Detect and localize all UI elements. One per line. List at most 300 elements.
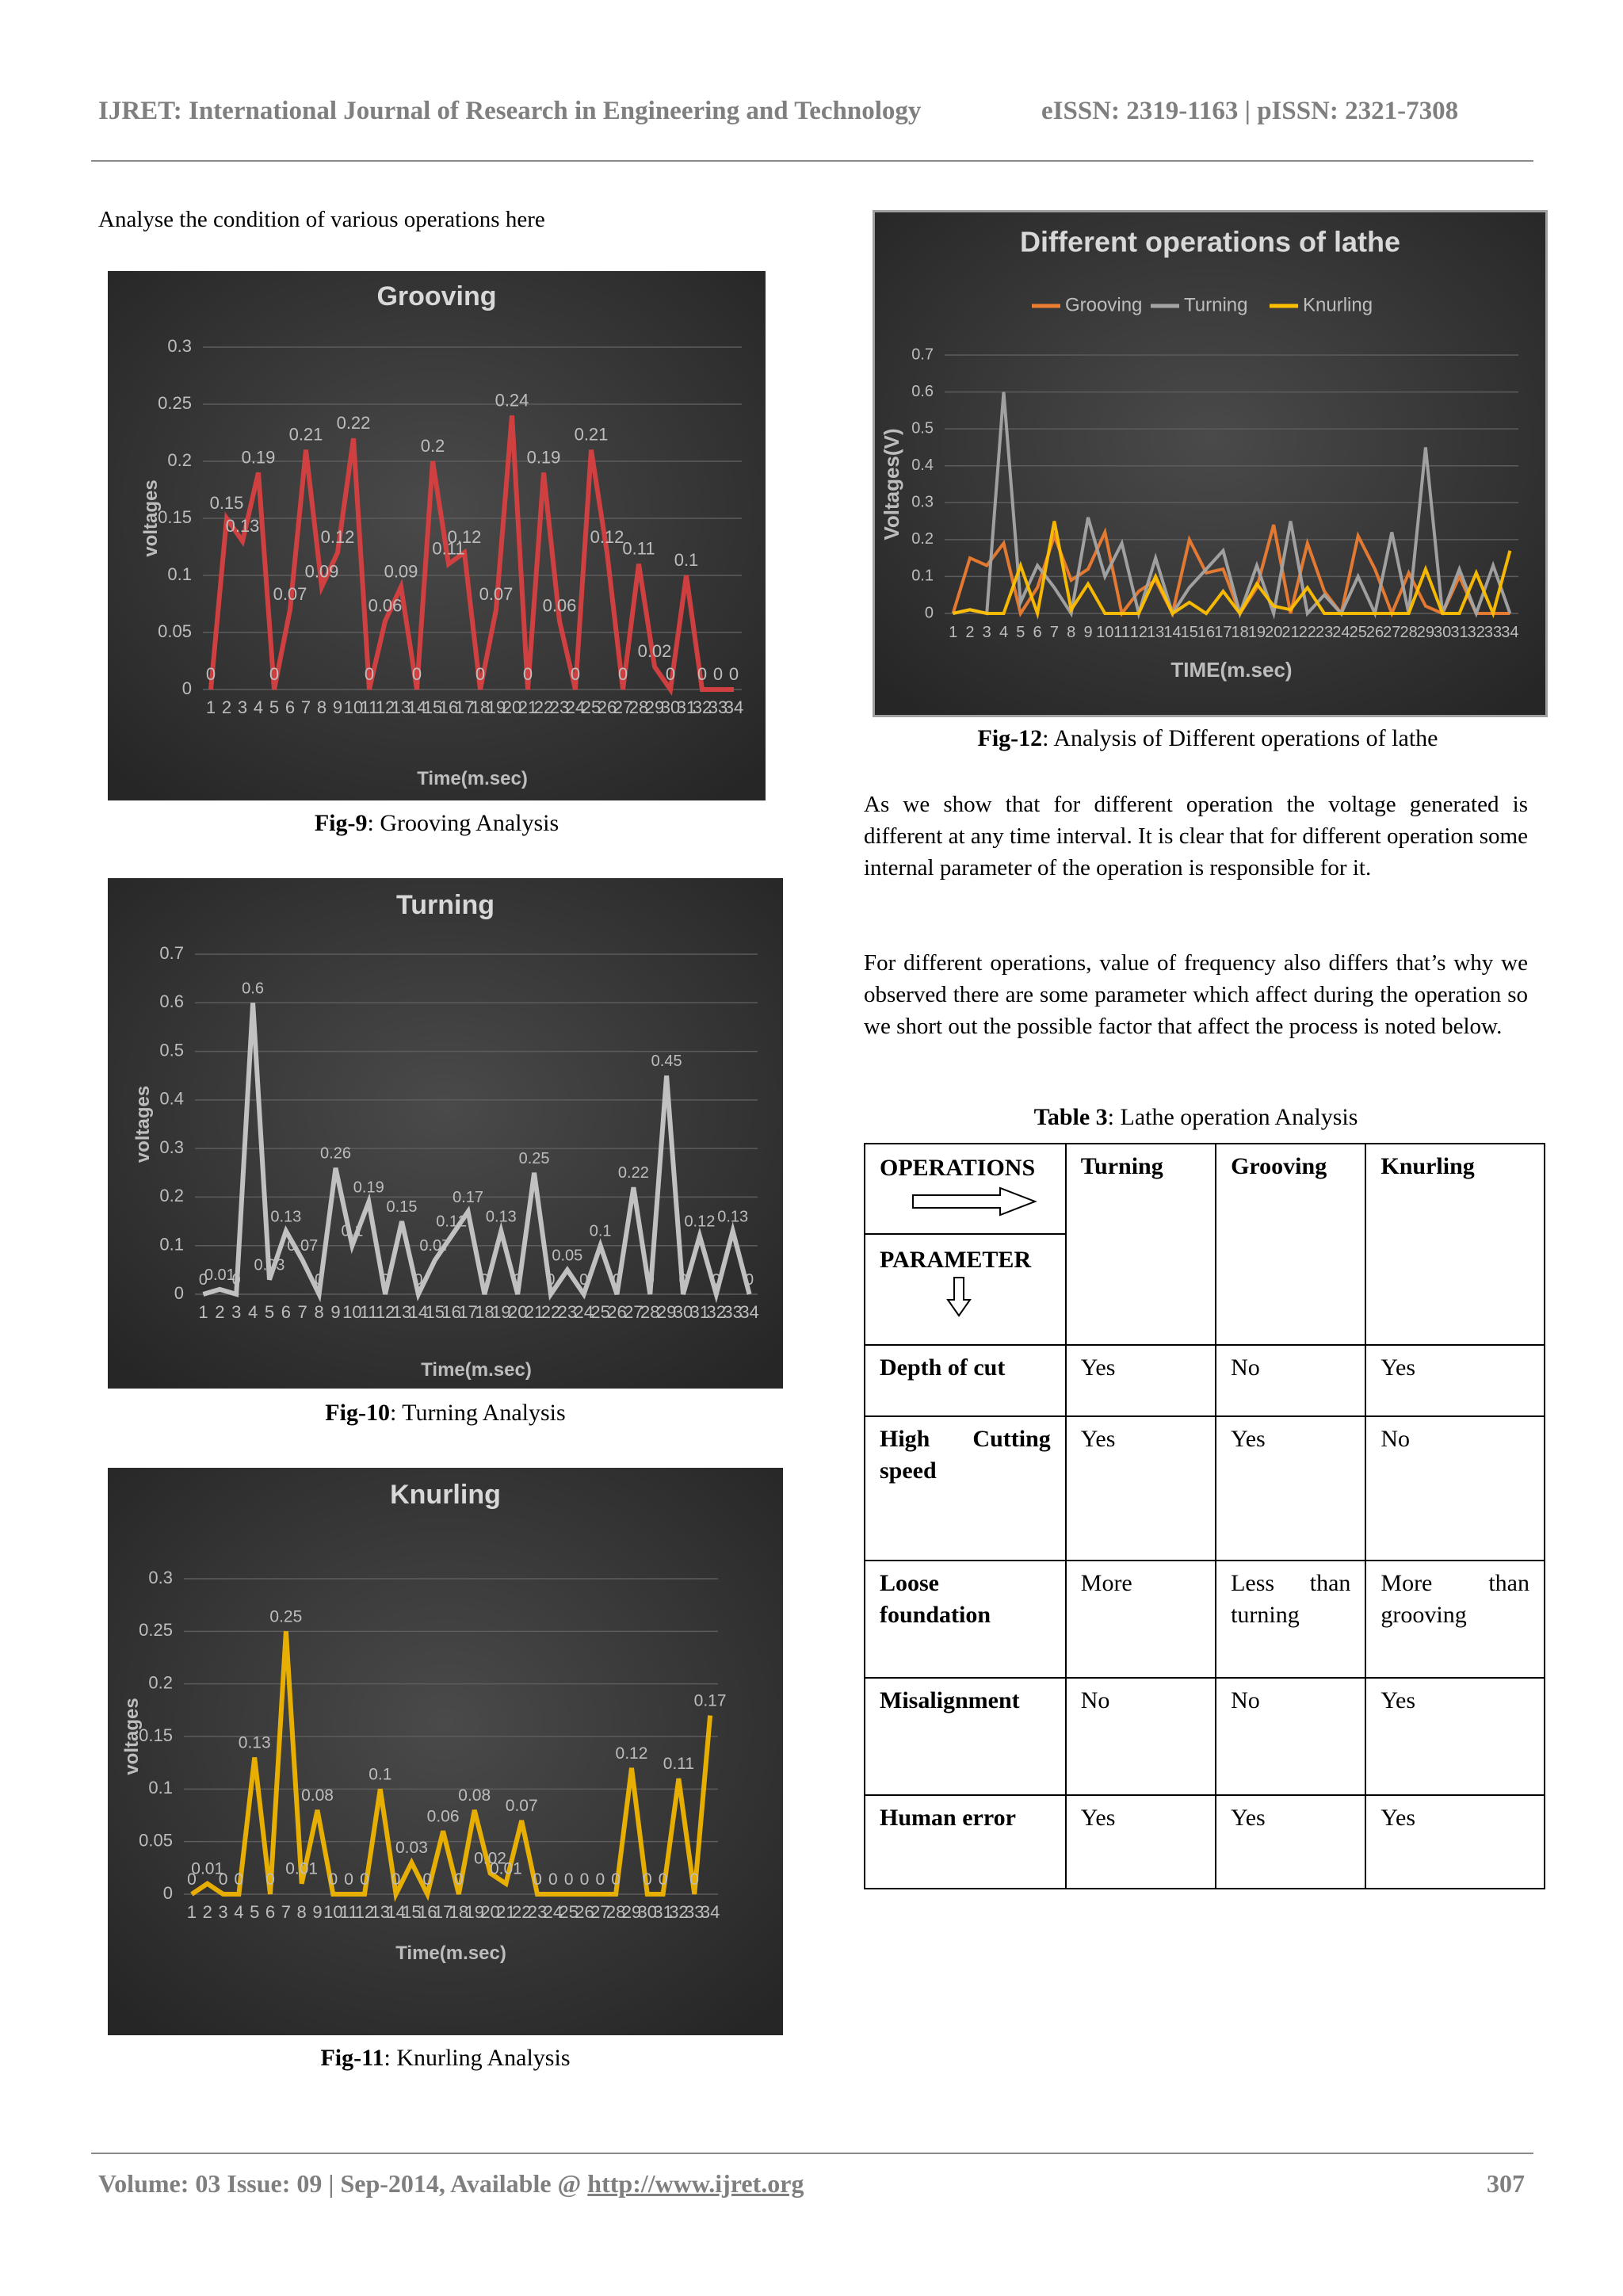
y-tick-label: 0.25 [158,392,192,413]
data-label: 0 [678,1271,688,1289]
data-label: 0.11 [663,1755,695,1774]
x-tick-label: 22 [533,697,554,717]
x-tick-label: 18 [470,697,491,717]
table-cell: No [1066,1678,1216,1795]
data-label: 0 [205,664,216,684]
y-tick-label: 0.3 [167,335,192,356]
table-cell: Yes [1365,1678,1545,1795]
data-label: 0 [579,1870,590,1889]
x-tick-label: 11 [359,1302,378,1322]
y-tick-label: 0.05 [158,621,192,641]
x-tick-label: 16 [418,1902,437,1922]
x-tick-label: 10 [342,1302,362,1322]
table3-caption [864,1104,1528,1131]
y-tick-label: 0.3 [911,493,934,511]
table-cell: Yes [1066,1795,1216,1889]
x-tick-label: 16 [438,697,459,717]
data-label: 0.12 [615,1744,648,1763]
y-tick-label: 0.7 [159,942,184,963]
chart-title: Different operations of lathe [1019,225,1401,258]
x-tick-label: 2 [215,1302,225,1322]
data-label: 0 [315,1271,324,1289]
table-cell: Yes [1216,1416,1365,1561]
x-axis-label: TIME(m.sec) [1170,658,1293,682]
x-tick-label: 8 [1067,624,1076,641]
data-label: 0 [546,1271,556,1289]
x-tick-label: 32 [669,1902,689,1922]
lathe-operation-table [864,1143,1545,1889]
x-tick-label: 2 [202,1902,212,1922]
data-label: 0.02 [637,641,672,662]
data-label: 0.01 [285,1859,319,1878]
data-label: 0 [595,1870,605,1889]
data-label: 0 [645,1271,655,1289]
x-tick-label: 24 [574,1302,594,1322]
x-tick-label: 5 [250,1902,260,1922]
table-row [865,1561,1545,1678]
y-tick-label: 0.25 [139,1620,173,1641]
data-label: 0 [522,664,533,684]
y-tick-label: 0.3 [159,1137,184,1157]
x-tick-label: 17 [454,697,475,717]
data-label: 0 [380,1271,390,1289]
data-label: 0.25 [269,1607,303,1626]
data-label: 0.21 [574,424,609,445]
fig10-caption [108,1400,783,1427]
data-label: 0 [617,664,628,684]
x-tick-label: 23 [557,1302,578,1322]
data-label: 0.17 [693,1691,727,1710]
data-label: 0.13 [270,1208,302,1226]
x-tick-label: 25 [581,697,601,717]
data-label: 0.03 [254,1256,285,1274]
x-tick-label: 28 [1400,624,1418,641]
x-tick-label: 15 [1180,624,1198,641]
issn-label: eISSN: 2319-1163 | pISSN: 2321-7308 [1041,97,1459,125]
x-tick-label: 29 [656,1302,677,1322]
x-tick-label: 13 [391,1302,412,1322]
y-tick-label: 0.7 [911,346,934,364]
table-cell: Yes [1216,1795,1365,1889]
data-label: 0.17 [453,1188,484,1206]
y-tick-label: 0.2 [148,1672,173,1693]
data-label: 0.06 [426,1807,460,1826]
footer-divider [91,2153,1533,2154]
y-axis-label: voltages [132,1085,154,1163]
data-label: 0.12 [590,527,624,548]
fig9-caption-text: : Grooving Analysis [367,810,559,836]
x-tick-label: 33 [708,697,728,717]
running-footer [98,2169,1525,2199]
x-tick-label: 4 [234,1902,244,1922]
x-tick-label: 30 [673,1302,693,1322]
x-tick-label: 34 [700,1902,720,1922]
data-label: 0.13 [238,1733,271,1752]
y-tick-label: 0 [181,678,192,698]
x-tick-label: 5 [269,697,280,717]
operations-label: OPERATIONS [880,1155,1036,1181]
x-tick-label: 22 [540,1302,561,1322]
table3-label: Table 3 [1033,1104,1108,1130]
x-tick-label: 6 [285,697,296,717]
data-label: 0.22 [617,1164,649,1182]
x-tick-label: 26 [597,697,617,717]
x-tick-label: 10 [323,1902,343,1922]
fig12-label: Fig-12 [977,725,1043,751]
volume-info: Volume: 03 Issue: 09 | Sep-2014, Available @ [98,2169,588,2198]
x-tick-label: 19 [486,697,506,717]
y-axis-label: voltages [140,479,162,557]
x-tick-label: 17 [433,1902,453,1922]
chart-background [108,271,766,800]
data-label: 0 [422,1870,433,1889]
x-tick-label: 10 [1096,624,1114,641]
x-tick-label: 8 [296,1902,307,1922]
y-tick-label: 0.2 [159,1186,184,1206]
y-tick-label: 0.4 [159,1088,184,1109]
x-tick-label: 23 [527,1902,548,1922]
data-label: 0.07 [479,584,514,605]
x-tick-label: 6 [1033,624,1042,641]
data-label: 0.02 [474,1849,506,1868]
x-tick-label: 7 [300,697,311,717]
x-tick-label: 21 [1281,624,1300,641]
data-label: 0.07 [419,1237,451,1255]
data-label: 0 [328,1870,338,1889]
data-label: 0.25 [518,1149,550,1167]
x-tick-label: 34 [1501,624,1519,641]
x-axis-label: Time(m.sec) [421,1359,532,1381]
table-cell: No [1216,1345,1365,1416]
data-label: 0.2 [420,436,445,456]
y-tick-label: 0.5 [159,1040,184,1060]
x-tick-label: 14 [386,1902,406,1922]
x-tick-label: 20 [507,1302,528,1322]
data-label: 0.1 [589,1222,612,1240]
x-tick-label: 22 [511,1902,532,1922]
right-arrow-icon [911,1186,1038,1217]
x-tick-label: 31 [653,1902,673,1922]
data-label: 0 [712,1271,721,1289]
data-label: 0.12 [436,1213,468,1231]
x-tick-label: 30 [660,697,681,717]
data-label: 0.06 [368,595,403,616]
x-tick-label: 24 [565,697,586,717]
x-tick-label: 3 [231,1302,242,1322]
data-label: 0 [218,1870,228,1889]
x-tick-label: 20 [480,1902,500,1922]
x-tick-label: 21 [524,1302,544,1322]
legend-label: Turning [1184,294,1248,316]
column-header-knurling: Knurling [1365,1144,1545,1345]
x-tick-label: 12 [375,697,395,717]
x-tick-label: 13 [391,697,411,717]
x-tick-label: 1 [205,697,216,717]
data-label: 0.12 [684,1213,716,1231]
x-tick-label: 29 [1416,624,1435,641]
x-axis-label: Time(m.sec) [417,768,528,789]
row-param-human-error: Human error [865,1795,1066,1889]
data-label: 0.13 [717,1208,749,1226]
x-tick-label: 23 [549,697,570,717]
row-param-misalignment: Misalignment [865,1678,1066,1795]
y-tick-label: 0.1 [911,567,934,585]
data-label: 0 [570,664,581,684]
x-tick-label: 9 [1083,624,1093,641]
x-tick-label: 15 [402,1902,422,1922]
y-tick-label: 0.3 [148,1567,173,1587]
fig10-caption-text: : Turning Analysis [389,1400,566,1426]
data-label: 0.07 [287,1237,319,1255]
data-label: 0 [548,1870,558,1889]
corner-divider [865,1233,1065,1235]
x-tick-label: 9 [332,697,343,717]
fig10-label: Fig-10 [325,1400,390,1426]
data-label: 0.1 [674,550,699,570]
data-label: 0 [697,664,708,684]
data-label: 0 [658,1870,668,1889]
knurling-chart [108,1468,783,2035]
x-axis-label: Time(m.sec) [395,1943,506,1964]
data-label: 0.15 [209,493,244,513]
x-tick-label: 23 [1315,624,1334,641]
x-tick-label: 24 [543,1902,563,1922]
x-tick-label: 31 [676,697,697,717]
x-tick-label: 34 [724,697,744,717]
data-label: 0 [364,664,375,684]
x-tick-label: 28 [640,1302,660,1322]
y-tick-label: 0.2 [911,530,934,548]
x-tick-label: 30 [1434,624,1452,641]
data-label: 0.1 [369,1765,392,1784]
data-label: 0 [513,1271,522,1289]
y-axis-label: voltages [121,1698,143,1775]
x-tick-label: 2 [965,624,975,641]
grooving-chart-svg [108,271,766,800]
x-tick-label: 9 [330,1302,341,1322]
table-row [865,1416,1545,1561]
x-tick-label: 4 [247,1302,258,1322]
data-label: 0 [414,1271,423,1289]
table-cell: No [1365,1416,1545,1561]
x-tick-label: 5 [264,1302,275,1322]
data-label: 0.07 [273,584,307,605]
row-param-loose-foundation: Loose foundation [865,1561,1066,1678]
x-tick-label: 6 [281,1302,291,1322]
x-tick-label: 18 [475,1302,495,1322]
column-header-turning: Turning [1066,1144,1216,1345]
y-tick-label: 0.1 [159,1234,184,1255]
data-label: 0 [728,664,739,684]
x-tick-label: 27 [590,1902,610,1922]
x-tick-label: 26 [575,1902,594,1922]
data-label: 0 [563,1870,574,1889]
grooving-chart [108,271,766,800]
x-tick-label: 11 [339,1902,358,1922]
x-tick-label: 8 [314,1302,324,1322]
table-cell: Yes [1066,1345,1216,1416]
x-tick-label: 29 [644,697,665,717]
data-label: 0 [712,664,724,684]
x-tick-label: 11 [1113,624,1130,641]
x-tick-label: 18 [1231,624,1249,641]
x-tick-label: 25 [559,1902,579,1922]
table-row [865,1345,1545,1416]
header-divider [91,160,1533,162]
y-tick-label: 0.6 [911,382,934,400]
data-label: 0.24 [495,390,529,411]
data-label: 0.08 [301,1786,334,1805]
data-label: 0 [360,1870,369,1889]
table-cell: No [1216,1678,1365,1795]
turning-chart-svg [108,878,783,1389]
x-tick-label: 4 [999,624,1009,641]
y-tick-label: 0.15 [158,506,192,527]
data-label: 0.11 [622,538,655,559]
x-tick-label: 16 [441,1302,461,1322]
journal-url-link[interactable]: http://www.ijret.org [587,2169,804,2198]
y-tick-label: 0.2 [167,449,192,470]
y-tick-label: 0.05 [139,1830,173,1851]
y-tick-label: 0.4 [911,456,934,474]
data-label: 0 [231,1271,241,1289]
data-label: 0.19 [241,447,276,468]
x-tick-label: 31 [1450,624,1468,641]
data-label: 0.13 [225,515,260,536]
x-tick-label: 1 [198,1302,208,1322]
fig12-caption-text: : Analysis of Different operations of lathe [1042,725,1438,751]
fig11-caption [108,2045,783,2072]
data-label: 0.22 [336,413,371,434]
knurling-chart-svg [108,1468,783,2035]
journal-title: IJRET: International Journal of Research in Engineering and Technology [98,97,922,125]
x-tick-label: 20 [502,697,522,717]
x-tick-label: 18 [449,1902,469,1922]
x-tick-label: 30 [637,1902,658,1922]
data-label: 0.01 [191,1859,224,1878]
data-label: 0.06 [542,595,577,616]
x-tick-label: 27 [624,1302,643,1322]
x-tick-label: 28 [628,697,649,717]
intro-text: Analyse the condition of various operations here [98,207,545,232]
x-tick-label: 3 [218,1902,228,1922]
lathe-operations-chart [873,210,1548,717]
x-tick-label: 6 [265,1902,276,1922]
data-label: 0.01 [489,1859,522,1878]
data-label: 0 [265,1870,275,1889]
data-label: 0 [391,1870,401,1889]
x-tick-label: 3 [982,624,991,641]
data-label: 0.26 [320,1144,351,1163]
data-label: 0.19 [526,447,561,468]
data-label: 0 [612,1271,622,1289]
fig11-label: Fig-11 [320,2045,384,2071]
table-row [865,1678,1545,1795]
table-cell: Yes [1365,1795,1545,1889]
data-label: 0 [344,1870,353,1889]
fig9-caption [108,810,766,837]
lathe-operations-chart-svg [875,212,1545,715]
x-tick-label: 9 [312,1902,323,1922]
data-label: 0 [198,1271,208,1289]
x-tick-label: 2 [221,697,232,717]
x-tick-label: 33 [723,1302,743,1322]
data-label: 0.19 [353,1179,384,1197]
x-tick-label: 19 [464,1902,484,1922]
page-number: 307 [1487,2169,1525,2198]
y-axis-label: Voltages(V) [880,428,903,541]
x-tick-label: 16 [1197,624,1216,641]
x-tick-label: 21 [517,697,538,717]
x-tick-label: 17 [1214,624,1232,641]
x-tick-label: 3 [237,697,248,717]
data-label: 0.11 [432,538,465,559]
chart-title: Turning [396,889,495,920]
data-label: 0.08 [458,1786,491,1805]
x-tick-label: 19 [491,1302,511,1322]
data-label: 0.05 [552,1247,583,1265]
data-label: 0 [411,664,422,684]
x-tick-label: 32 [692,697,712,717]
data-label: 0.09 [384,561,418,582]
fig11-caption-text: : Knurling Analysis [384,2045,571,2071]
x-tick-label: 17 [458,1302,478,1322]
data-label: 0 [665,664,676,684]
x-tick-label: 24 [1332,624,1350,641]
x-tick-label: 11 [360,697,379,717]
x-tick-label: 15 [422,697,443,717]
legend-label: Knurling [1303,294,1373,316]
data-label: 0.1 [341,1222,364,1240]
table3-caption-text: : Lathe operation Analysis [1107,1104,1358,1130]
y-tick-label: 0.1 [148,1778,173,1798]
x-tick-label: 12 [354,1902,375,1922]
parameter-label: PARAMETER [880,1247,1032,1273]
x-tick-label: 25 [1349,624,1367,641]
column-header-grooving: Grooving [1216,1144,1365,1345]
data-label: 0 [269,664,280,684]
fig9-label: Fig-9 [314,810,368,836]
x-tick-label: 12 [1129,624,1148,641]
data-label: 0.21 [288,424,323,445]
x-tick-label: 27 [1383,624,1401,641]
table-row [865,1795,1545,1889]
data-label: 0.45 [651,1052,682,1071]
x-tick-label: 32 [1467,624,1485,641]
down-arrow-icon [945,1276,973,1319]
fig12-caption [873,725,1543,752]
x-tick-label: 14 [408,1302,429,1322]
turning-chart [108,878,783,1389]
data-label: 0 [642,1870,652,1889]
x-tick-label: 21 [496,1902,516,1922]
y-tick-label: 0.6 [159,991,184,1012]
y-tick-label: 0.1 [167,563,192,584]
table-header-row [865,1144,1545,1345]
x-tick-label: 33 [1484,624,1503,641]
x-tick-label: 10 [343,697,364,717]
data-label: 0.15 [386,1198,418,1217]
data-label: 0 [611,1870,621,1889]
x-tick-label: 22 [1298,624,1316,641]
x-tick-label: 28 [605,1902,626,1922]
data-label: 0.13 [485,1208,517,1226]
y-tick-label: 0 [924,604,934,622]
table-cell: Less than turning [1216,1561,1365,1678]
x-tick-label: 15 [425,1302,445,1322]
legend-label: Grooving [1065,294,1143,316]
x-tick-label: 7 [1049,624,1059,641]
